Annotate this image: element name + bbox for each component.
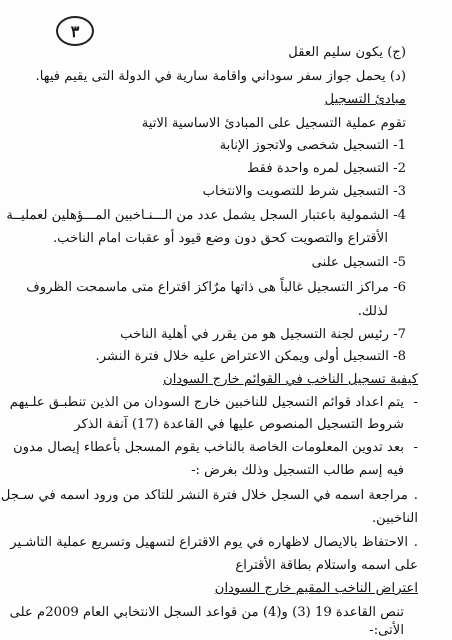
- principle-6-line1: 6- مراكز التسجيل غالباً هى ذاتها مرٌاكز اقتراع متى ماسمحت الظروف: [26, 280, 406, 295]
- bullet-1-line1: - يتم اعداد قوائم التسجيل للناخبين خارج السودان من الذين تنطبـق علـيهم: [9, 395, 418, 410]
- objection-heading: اعتراض الناخب المقيم خارج السودان: [214, 581, 418, 596]
- principle-6-line2: لذلك.: [357, 304, 388, 319]
- purpose-1-line1: . مراجعة اسمه في السجل خلال فترة النشر للتاكد من ورود اسمه في سـجل: [0, 488, 418, 503]
- page-number: ٣: [56, 16, 94, 46]
- objection-text-line1: تنص القاعدة 19 (3) و(4) من قواعد السجل الانتخابي العام 2009م على: [9, 605, 404, 620]
- condition-d: (د) يحمل جواز سفر سوداني واقامة سارية في الدولة التى يقيم فيها.: [35, 69, 406, 84]
- bullet-1-line2: شروط التسجيل المنصوص عليها في القاعدة (17) آنفة الذكر: [74, 417, 404, 432]
- bullet-dot: .: [413, 535, 418, 550]
- bullet-dot: .: [413, 488, 418, 503]
- principles-heading: مبادئ التسجيل: [324, 92, 406, 107]
- condition-c: (ج) يكون سليم العقل: [288, 45, 406, 60]
- bullet-dash: -: [413, 395, 418, 410]
- principle-4-line2: الأقتراع والتصويت كحق دون وضع قيود أو عقبات امام الناخب.: [52, 231, 388, 246]
- purpose-1-line2: الناخبين.: [371, 511, 418, 526]
- purpose-2-line1: . الاحتفاظ بالايصال لاظهاره في يوم الاقتراع لتسهيل وتسريع عملية التاشـير: [10, 535, 418, 550]
- principle-4-line1: 4- الشمولية باعتبار السجل يشمل عدد من الـــنـاخبين المـــؤهلين لعمليــة: [6, 208, 406, 223]
- objection-text-line2: الأتى:-: [369, 623, 404, 638]
- principles-intro: تقوم عملية التسجيل على المبادئ الاساسية الاتية: [141, 116, 406, 131]
- principle-5: 5- التسجيل علنى: [311, 255, 406, 270]
- bullet-2-line1: - بعد تدوين المعلومات الخاصة بالناخب يقوم المسجل بأعطاء إيصال مدون: [13, 440, 418, 455]
- principle-3: 3- التسجيل شرط للتصويت والانتخاب: [202, 184, 406, 199]
- purpose-2-line2: على اسمه واستلام بطاقة الأقتراع: [235, 558, 418, 573]
- principle-7: 7- رئيس لجنة التسجيل هو من يقرر في أهلية الناخب: [120, 327, 406, 342]
- bullet-dash: -: [413, 440, 418, 455]
- bullet-2-line2: فيه إسم طالب التسجيل وذلك بغرض :-: [191, 463, 404, 478]
- abroad-heading: كيفية تسجيل الناخب في القوائم خارج السودان: [163, 372, 418, 387]
- principle-1: 1- التسجيل شخصى ولاتجوز الإنابة: [219, 138, 406, 153]
- principle-8: 8- التسجيل أولى ويمكن الاعتراض عليه خلال فترة النشر.: [95, 349, 406, 364]
- principle-2: 2- التسجيل لمره واحدة فقط: [247, 161, 406, 176]
